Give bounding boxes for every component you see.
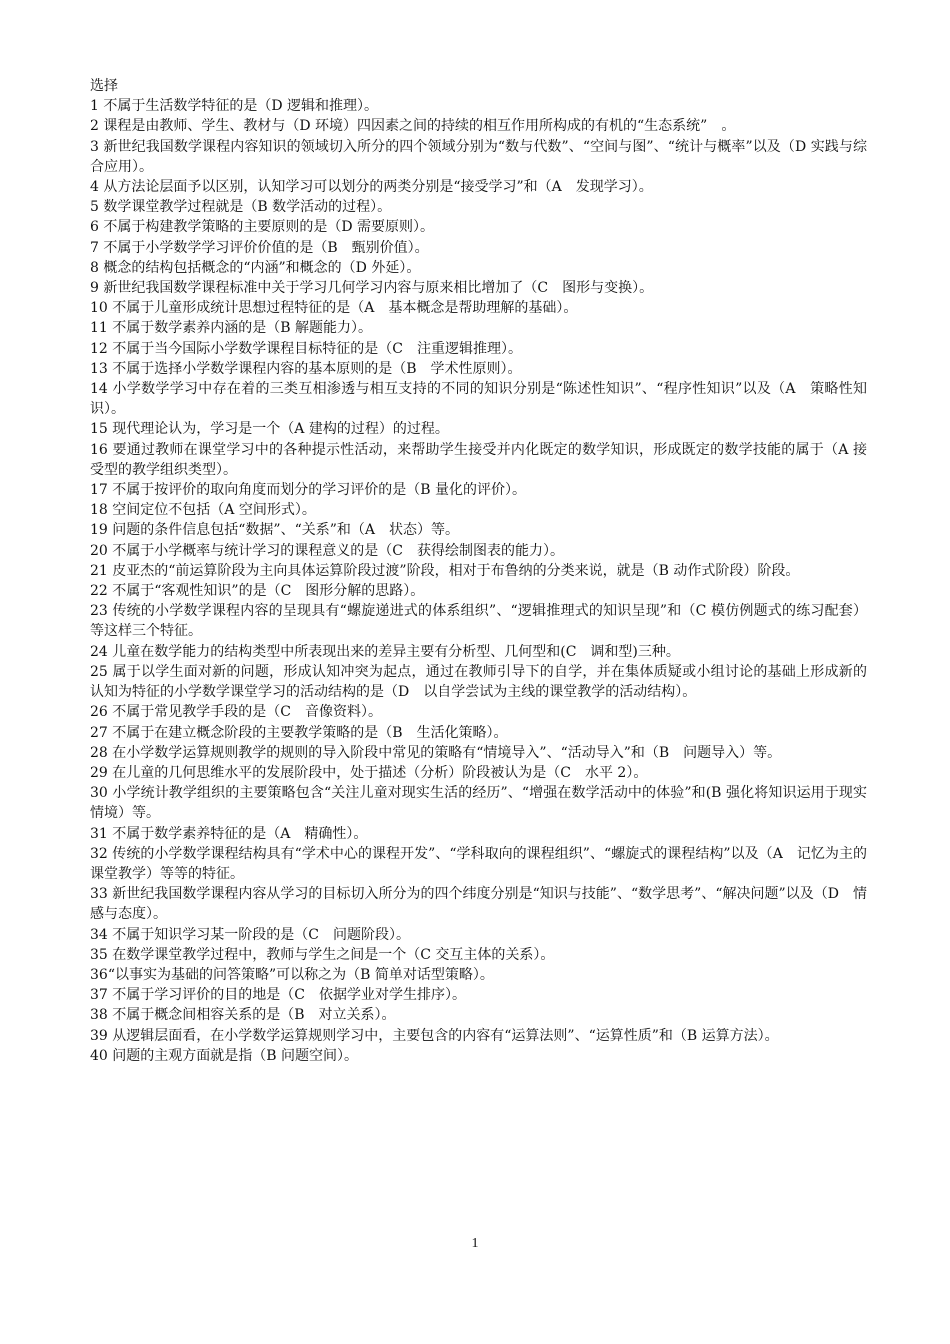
question-item: 23 传统的小学数学课程内容的呈现具有“螺旋递进式的体系组织”、“逻辑推理式的知识呈现”和（C 模仿例题式的练习配套）等这样三个特征。: [90, 603, 867, 640]
question-item: 5 数学课堂教学过程就是（B 数学活动的过程）。: [90, 199, 392, 216]
question-item: 22 不属于“客观性知识”的是（C 图形分解的思路）。: [90, 583, 425, 600]
question-item: 11 不属于数学素养内涵的是（B 解题能力）。: [90, 320, 373, 337]
question-item: 27 不属于在建立概念阶段的主要教学策略的是（B 生活化策略）。: [90, 724, 508, 741]
question-item: 10 不属于儿童形成统计思想过程特征的是（A 基本概念是帮助理解的基础）。: [90, 300, 578, 317]
question-item: 7 不属于小学数学学习评价价值的是（B 甄别价值）。: [90, 239, 429, 256]
question-list: [90, 96, 867, 1066]
question-item: 30 小学统计教学组织的主要策略包含“关注儿童对现实生活的经历”、“增强在数学活动中的体验”和(B 强化将知识运用于现实情境）等。: [90, 785, 867, 822]
question-item: 36“以事实为基础的问答策略”可以称之为（B 简单对话型策略）。: [90, 966, 494, 983]
question-item: 29 在儿童的几何思维水平的发展阶段中，处于描述（分析）阶段被认为是（C 水平 2）。: [90, 764, 648, 781]
question-item: 20 不属于小学概率与统计学习的课程意义的是（C 获得绘制图表的能力）。: [90, 542, 564, 559]
question-item: 24 儿童在数学能力的结构类型中所表现出来的差异主要有分析型、几何型和(C 调和型)三种。: [90, 643, 680, 660]
question-item: 6 不属于构建教学策略的主要原则的是（D 需要原则）。: [90, 219, 435, 236]
question-item: 1 不属于生活数学特征的是（D 逻辑和推理）。: [90, 98, 379, 115]
question-item: 17 不属于按评价的取向角度而划分的学习评价的是（B 量化的评价）。: [90, 482, 527, 499]
question-item: 34 不属于知识学习某一阶段的是（C 问题阶段）。: [90, 926, 410, 943]
question-item: 40 问题的主观方面就是指（B 问题空间）。: [90, 1047, 359, 1064]
question-item: 19 问题的条件信息包括“数据”、“关系”和（A 状态）等。: [90, 522, 460, 539]
question-item: 33 新世纪我国数学课程内容从学习的目标切入所分为的四个纬度分别是“知识与技能”、“数学思考”、“解决问题”以及（D 情感与态度）。: [90, 886, 867, 923]
question-item: 15 现代理论认为，学习是一个（A 建构的过程）的过程。: [90, 421, 449, 438]
question-item: 8 概念的结构包括概念的“内涵”和概念的（D 外延）。: [90, 259, 421, 276]
question-item: 4 从方法论层面予以区别，认知学习可以划分的两类分别是“接受学习”和（A 发现学习）。: [90, 179, 653, 196]
question-item: 25 属于以学生面对新的问题，形成认知冲突为起点，通过在教师引导下的自学，并在集体质疑或小组讨论的基础上形成新的认知为特征的小学数学课堂学习的活动结构的是（D 以自学尝试为主线的课堂教学的活动结构）。: [90, 663, 867, 701]
question-item: 31 不属于数学素养特征的是（A 精确性）。: [90, 825, 368, 842]
question-item: 26 不属于常见教学手段的是（C 音像资料）。: [90, 704, 382, 721]
question-item: 2 课程是由教师、学生、教材与（D 环境）四因素之间的持续的相互作用所构成的有机的“生态系统” 。: [90, 118, 736, 135]
question-item: 35 在数学课堂教学过程中，教师与学生之间是一个（C 交互主体的关系）。: [90, 946, 555, 963]
question-item: 38 不属于概念间相容关系的是（B 对立关系）。: [90, 1007, 396, 1024]
page-number: 1: [471, 1236, 479, 1251]
section-title: 选择: [90, 78, 118, 94]
question-item: 18 空间定位不包括（A 空间形式）。: [90, 502, 316, 519]
question-item: 32 传统的小学数学课程结构具有“学术中心的课程开发”、“学科取向的课程组织”、“螺旋式的课程结构”以及（A 记忆为主的课堂教学）等等的特征。: [90, 845, 867, 882]
question-item: 37 不属于学习评价的目的地是（C 依据学业对学生排序）。: [90, 987, 466, 1004]
document-body: [90, 76, 867, 1066]
question-item: 39 从逻辑层面看，在小学数学运算规则学习中，主要包含的内容有“运算法则”、“运算性质”和（B 运算方法）。: [90, 1027, 779, 1044]
question-item: 16 要通过教师在课堂学习中的各种提示性活动，来帮助学生接受并内化既定的数学知识，形成既定的数学技能的属于（A 接受型的教学组织类型）。: [90, 441, 867, 478]
question-item: 12 不属于当今国际小学数学课程目标特征的是（C 注重逻辑推理）。: [90, 340, 522, 357]
question-item: 28 在小学数学运算规则教学的规则的导入阶段中常见的策略有“情境导入”、“活动导入”和（B 问题导入）等。: [90, 744, 782, 761]
question-item: 13 不属于选择小学数学课程内容的基本原则的是（B 学术性原则）。: [90, 360, 522, 377]
question-item: 14 小学数学学习中存在着的三类互相渗透与相互支持的不同的知识分别是“陈述性知识”、“程序性知识”以及（A 策略性知识）。: [90, 381, 867, 418]
question-item: 21 皮亚杰的“前运算阶段为主向具体运算阶段过渡”阶段，相对于布鲁纳的分类来说，就是（B 动作式阶段）阶段。: [90, 562, 800, 579]
question-item: 3 新世纪我国数学课程内容知识的领域切入所分的四个领域分别为“数与代数”、“空间与图”、“统计与概率”以及（D 实践与综合应用）。: [90, 138, 867, 175]
question-item: 9 新世纪我国数学课程标准中关于学习几何学习内容与原来相比增加了（C 图形与变换）。: [90, 280, 654, 297]
